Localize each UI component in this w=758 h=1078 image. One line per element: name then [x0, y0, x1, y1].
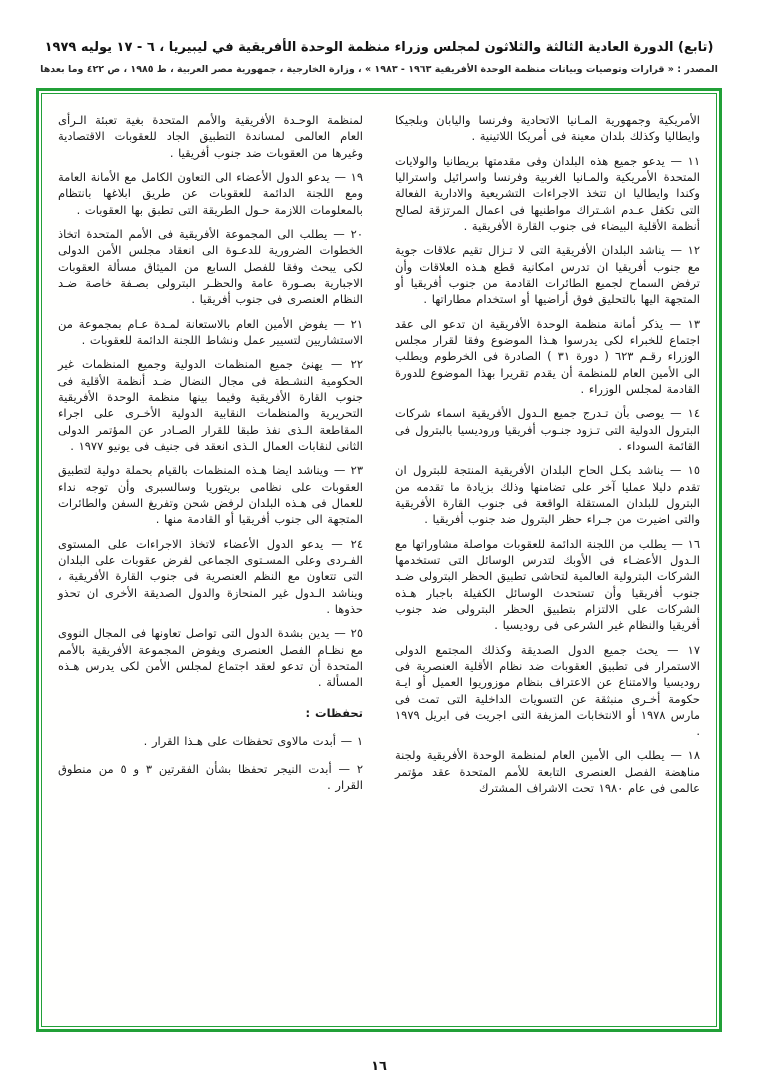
paragraph-continuation: لمنظمة الوحـدة الأفريقية والأمم المتحدة بغية تعبئة الـرأى العام العالمى لمساندة التطبيق الجاد للعقوبات الاقتصادية وغيرها من العقوبات ضد جنوب أفريقيا .: [58, 113, 363, 160]
paragraph-item-19: ١٩ — يدعو الدول الأعضاء الى التعاون الكامل مع الأمانة العامة ومع اللجنة الدائمة للعقوبات عن طريق ابلاغها بانتظام بالمعلومات اللازمة حـول الطريقة التى تطبق بها العقوبات .: [58, 169, 363, 217]
page-header: [0, 0, 758, 75]
content-border-inner: [41, 93, 717, 1027]
paragraph-item-21: ٢١ — يفوض الأمين العام بالاستعانة لمـدة عـام بمجموعة من الاستشاريين لتسيير عمل ونشاط اللجنة الدائمة للعقوبات .: [58, 316, 363, 347]
paragraph-item-16: ١٦ — يطلب من اللجنة الدائمة للعقوبات مواصلة مشاوراتها مع الـدول الأعضـاء فى الأوبك لتدرس الوسائل التى تستخدمها الشركات البترولية العالمية لتحاشى تطبيق الحظر البترولى ضـد جنوب أفريقيا وأن تستحدث الوسائل الكفيلة باجبار هـذه الشركات على الالتزام بتطبيق الحظر البترولى ضد جنوب أفريقيا والنظام غير الشرعى فى روديسيا .: [395, 536, 700, 633]
header-source: المصدر : « قرارات وتوصيات وبيانات منظمة الوحدة الأفريقية ١٩٦٣ - ١٩٨٣ » ، وزارة الخارجية ، جمهورية مصر العربية ، ط ١٩٨٥ ، ص ٤٢٢ وما بعدها: [40, 64, 718, 75]
paragraph-item-23: ٢٣ — ويناشد ايضا هـذه المنظمات بالقيام بحملة دولية لتطبيق العقوبات على نظامى بريتوريا وسالسبرى وأن توجه نداء للعمال فى هـذه البلدان لرفض شحن وتفريغ السفن والطائرات المتجهة الى جنوب أفريقيا أو القادمة منها .: [58, 463, 363, 527]
paragraph-item-12: ١٢ — يناشد البلدان الأفريقية التى لا تـزال تقيم علاقات جوية مع جنوب أفريقيا ان تدرس امكانية قطع هـذه العلاقات وأن ترفض السماح لجميع الطائرات القادمة من جنوب أفريقيا أو المتجهة اليها بالتحليق فوق أراضيها أو استخدام مطاراتها .: [395, 243, 700, 307]
page-number: ١٦: [371, 1059, 387, 1074]
column-left: [58, 112, 363, 1014]
reservations-heading: تحفظات :: [305, 705, 363, 720]
paragraph-item-20: ٢٠ — يطلب الى المجموعة الأفريقية فى الأمم المتحدة اتخاذ الخطوات الضرورية للدعـوة الى انعقاد مجلس الأمن الدولى لكى يبحث وفقا للفصل السابع من الميثاق مسألة العقوبات الاجبارية بصـورة عامة والحظـر البترولى بصـفة خاصة ضـد النظام العنصرى فى جنوب أفريقيا .: [58, 226, 363, 307]
text-columns: [58, 112, 700, 1014]
paragraph-item-24: ٢٤ — يدعو الدول الأعضاء لاتخاذ الاجراءات على المستوى الفـردى وعلى المسـتوى الجماعى لفرض عقوبات على البلدان التى تتعاون مع النظم العنصرية فى جنوب القارة الأفريقية ، ويناشد الـدول غير المنحازة والدول الصديقة الأخرى ان تحذو حذوها .: [58, 536, 363, 616]
paragraph-item-18: ١٨ — يطلب الى الأمين العام لمنظمة الوحدة الأفريقية ولجنة مناهضة الفصل العنصرى التابعة للأمم المتحدة عقد مؤتمر عالمى فى عام ١٩٨٠ تحت الاشراف المشترك: [395, 748, 700, 796]
reservation-item-1: ١ — أبدت مالاوى تحفظات على هـذا القرار .: [143, 733, 363, 748]
paragraph-item-15: ١٥ — يناشد بكـل الحاح البلدان الأفريقية المنتجة للبترول ان تقدم دليلا عمليا آخر على تضامنها وذلك بزيادة ما تقدمه من البترول للبلدان المستقلة الواقعة فى جنوب القارة الأفريقية والتى اضيرت من جـراء حظر البترول ضد جنوب أفريقيا .: [395, 463, 700, 527]
column-right: [395, 112, 700, 1014]
paragraph-item-14: ١٤ — يوصى بأن تـدرج جميع الـدول الأفريقية اسماء شركات البترول الدولية التى تـزود جنـوب أفريقيا وروديسيا بالبترول فى القائمة السوداء .: [395, 406, 700, 453]
paragraph-item-22: ٢٢ — يهنئ جميع المنظمات الدولية وجميع المنظمات غير الحكومية النشـطة فى مجال النضال ضـد أنظمة الأقلية فى جنوب القارة الأفريقية وفيما بينها منظمة الوحدة الأفريقية التحريرية والمنظمات النقابية الدولية الأخـرى على اجراء المقاطعة الـذى نفذ طبقا للقرار الصـادر عن المؤتمر الدولى الثانى لنقابات العمال الـذى انعقد فى جنيف فى يونيو ١٩٧٧ .: [58, 357, 363, 453]
paragraph-item-13: ١٣ — يذكر أمانة منظمة الوحدة الأفريقية ان تدعو الى عقد اجتماع للخبراء لكى يدرسوا هـذا الموضوع وفقا لقرار مجلس الوزراء رقـم ٦٢٣ ( دورة ٣١ ) الصادرة فى الخرطوم ويطلب الى الأمين العام للمنظمة أن يقدم تقريرا بهذا الموضوع للدورة القادمة لمجلس الوزراء .: [395, 316, 700, 396]
header-title: (تابع) الدورة العادية الثالثة والثلاثون لمجلس وزراء منظمة الوحدة الأفريقية في ليبيريا ، ٦ - ١٧ يوليه ١٩٧٩: [44, 40, 714, 55]
reservation-item-2: ٢ — أبدت النيجر تحفظا بشأن الفقرتين ٣ و ٥ من منطوق القرار .: [58, 762, 363, 793]
paragraph-item-11: ١١ — يدعو جميع هذه البلدان وفى مقدمتها بريطانيا والولايات المتحدة الأمريكية والمـانيا الغربية وفرنسا واسرائيل واستراليا وكندا وايطاليا ان تتخذ الاجراءات التشريعية والادارية الفعالة التى تكفل عـدم اشـتراك مواطنيها فى اعمال المرتزقة لصالح أنظمة الأقلية البيضاء فى جنوب القارة الأفريقية .: [395, 153, 700, 233]
paragraph-item-17: ١٧ — يحث جميع الدول الصديقة وكذلك المجتمع الدولى الاستمرار فى تطبيق العقوبات ضد نظام الأقلية العنصرية فى روديسيا والامتناع عن الاعتراف بنظام موزوريوا العميل أو ايـة حكومة أخـرى منبثقة عن التسويات الداخلية التى تمت فى مارس ١٩٧٨ أو الانتخابات المزيفة التى اجريت فى ابريل ١٩٧٩ .: [395, 642, 700, 739]
content-border-box: [36, 88, 722, 1032]
paragraph-item-25: ٢٥ — يدين بشدة الدول التى تواصل تعاونها فى المجال النووى مع نظـام الفصل العنصرى ويفوض المجموعة الأفريقية بالأمم المتحدة أن تدعو لعقد اجتماع لمجلس الأمن لكى يدرس هـذه المسألة .: [58, 626, 363, 690]
paragraph-continuation: الأمريكية وجمهورية المـانيا الاتحادية وفرنسا واليابان وبلجيكا وايطاليا وكذلك بلدان معينة فى أمريكا اللاتينية .: [395, 113, 700, 144]
